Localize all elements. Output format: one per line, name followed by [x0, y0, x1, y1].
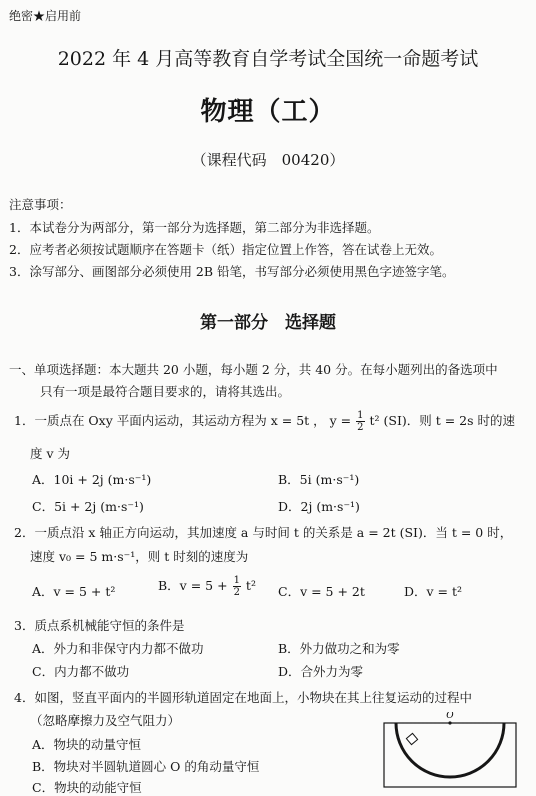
semicircle-track: [396, 723, 504, 777]
question-2-stem-cont: 速度 v₀ = 5 m·s⁻¹，则 t 时刻的速度为: [30, 549, 249, 564]
notice-heading: 注意事项：: [9, 197, 72, 212]
question-1-stem-cont: 度 v 为: [30, 446, 71, 461]
question-1-stem: 1．一质点在 Oxy 平面内运动，其运动方程为 x = 5t ， y = $\frac{1}{2}$ t² (SI)．则 t = 2s 时的速: [14, 410, 516, 433]
block: [406, 733, 417, 744]
section-instruction-cont: 只有一项是最符合题目要求的，请将其选出。: [40, 384, 291, 399]
option-d: D．v = t²: [404, 584, 463, 599]
option-d: D．合外力为零: [278, 664, 364, 679]
subject-title: 物理（工）: [200, 97, 336, 127]
notice-item: 3．涂写部分、画图部分必须使用 2B 铅笔，书写部分必须使用黑色字迹签字笔。: [9, 264, 455, 279]
course-code: （课程代码 00420）: [191, 151, 345, 169]
semicircle-track-figure: [382, 712, 518, 788]
section-instruction: 一、单项选择题：本大题共 20 小题，每小题 2 分，共 40 分。在每小题列出的备选项中: [9, 362, 498, 377]
fraction: $\frac{1}{2}$: [357, 410, 364, 433]
question-4-stem: 4．如图，竖直平面内的半圆形轨道固定在地面上，小物块在其上往复运动的过程中: [14, 690, 472, 705]
option-b: B．v = 5 + $\frac{1}{2}$ t²: [158, 575, 256, 598]
option-c: C．5i + 2j (m·s⁻¹): [32, 499, 144, 514]
option-c: C．v = 5 + 2t: [278, 584, 365, 599]
center-point: [448, 721, 451, 724]
option-b: B．外力做功之和为零: [278, 641, 400, 656]
question-3-stem: 3．质点系机械能守恒的条件是: [14, 618, 185, 633]
option-a: A．物块的动量守恒: [32, 737, 142, 752]
exam-title: 2022 年 4 月高等教育自学考试全国统一命题考试: [57, 48, 479, 70]
notice-item: 1．本试卷分为两部分，第一部分为选择题，第二部分为非选择题。: [9, 220, 380, 235]
option-c: C．物块的动能守恒: [32, 780, 142, 795]
fraction: $\frac{1}{2}$: [233, 575, 240, 598]
option-a: A．v = 5 + t²: [32, 584, 116, 599]
option-c: C．内力都不做功: [32, 664, 130, 679]
option-b: B．5i (m·s⁻¹): [278, 472, 360, 487]
option-a: A．10i + 2j (m·s⁻¹): [32, 472, 152, 487]
option-a: A．外力和非保守内力都不做功: [32, 641, 204, 656]
center-label: O: [446, 712, 454, 721]
option-d: D．2j (m·s⁻¹): [278, 499, 360, 514]
question-2-stem: 2．一质点沿 x 轴正方向运动，其加速度 a 与时间 t 的关系是 a = 2t (SI)．当 t = 0 时，: [14, 525, 513, 540]
confidential-mark: 绝密★启用前: [9, 9, 82, 23]
notice-item: 2．应考者必须按试题顺序在答题卡（纸）指定位置上作答，答在试卷上无效。: [9, 242, 442, 257]
question-4-stem-cont: （忽略摩擦力及空气阻力）: [30, 713, 181, 728]
option-b: B．物块对半圆轨道圆心 O 的角动量守恒: [32, 759, 260, 774]
part-one-title: 第一部分 选择题: [200, 313, 336, 333]
